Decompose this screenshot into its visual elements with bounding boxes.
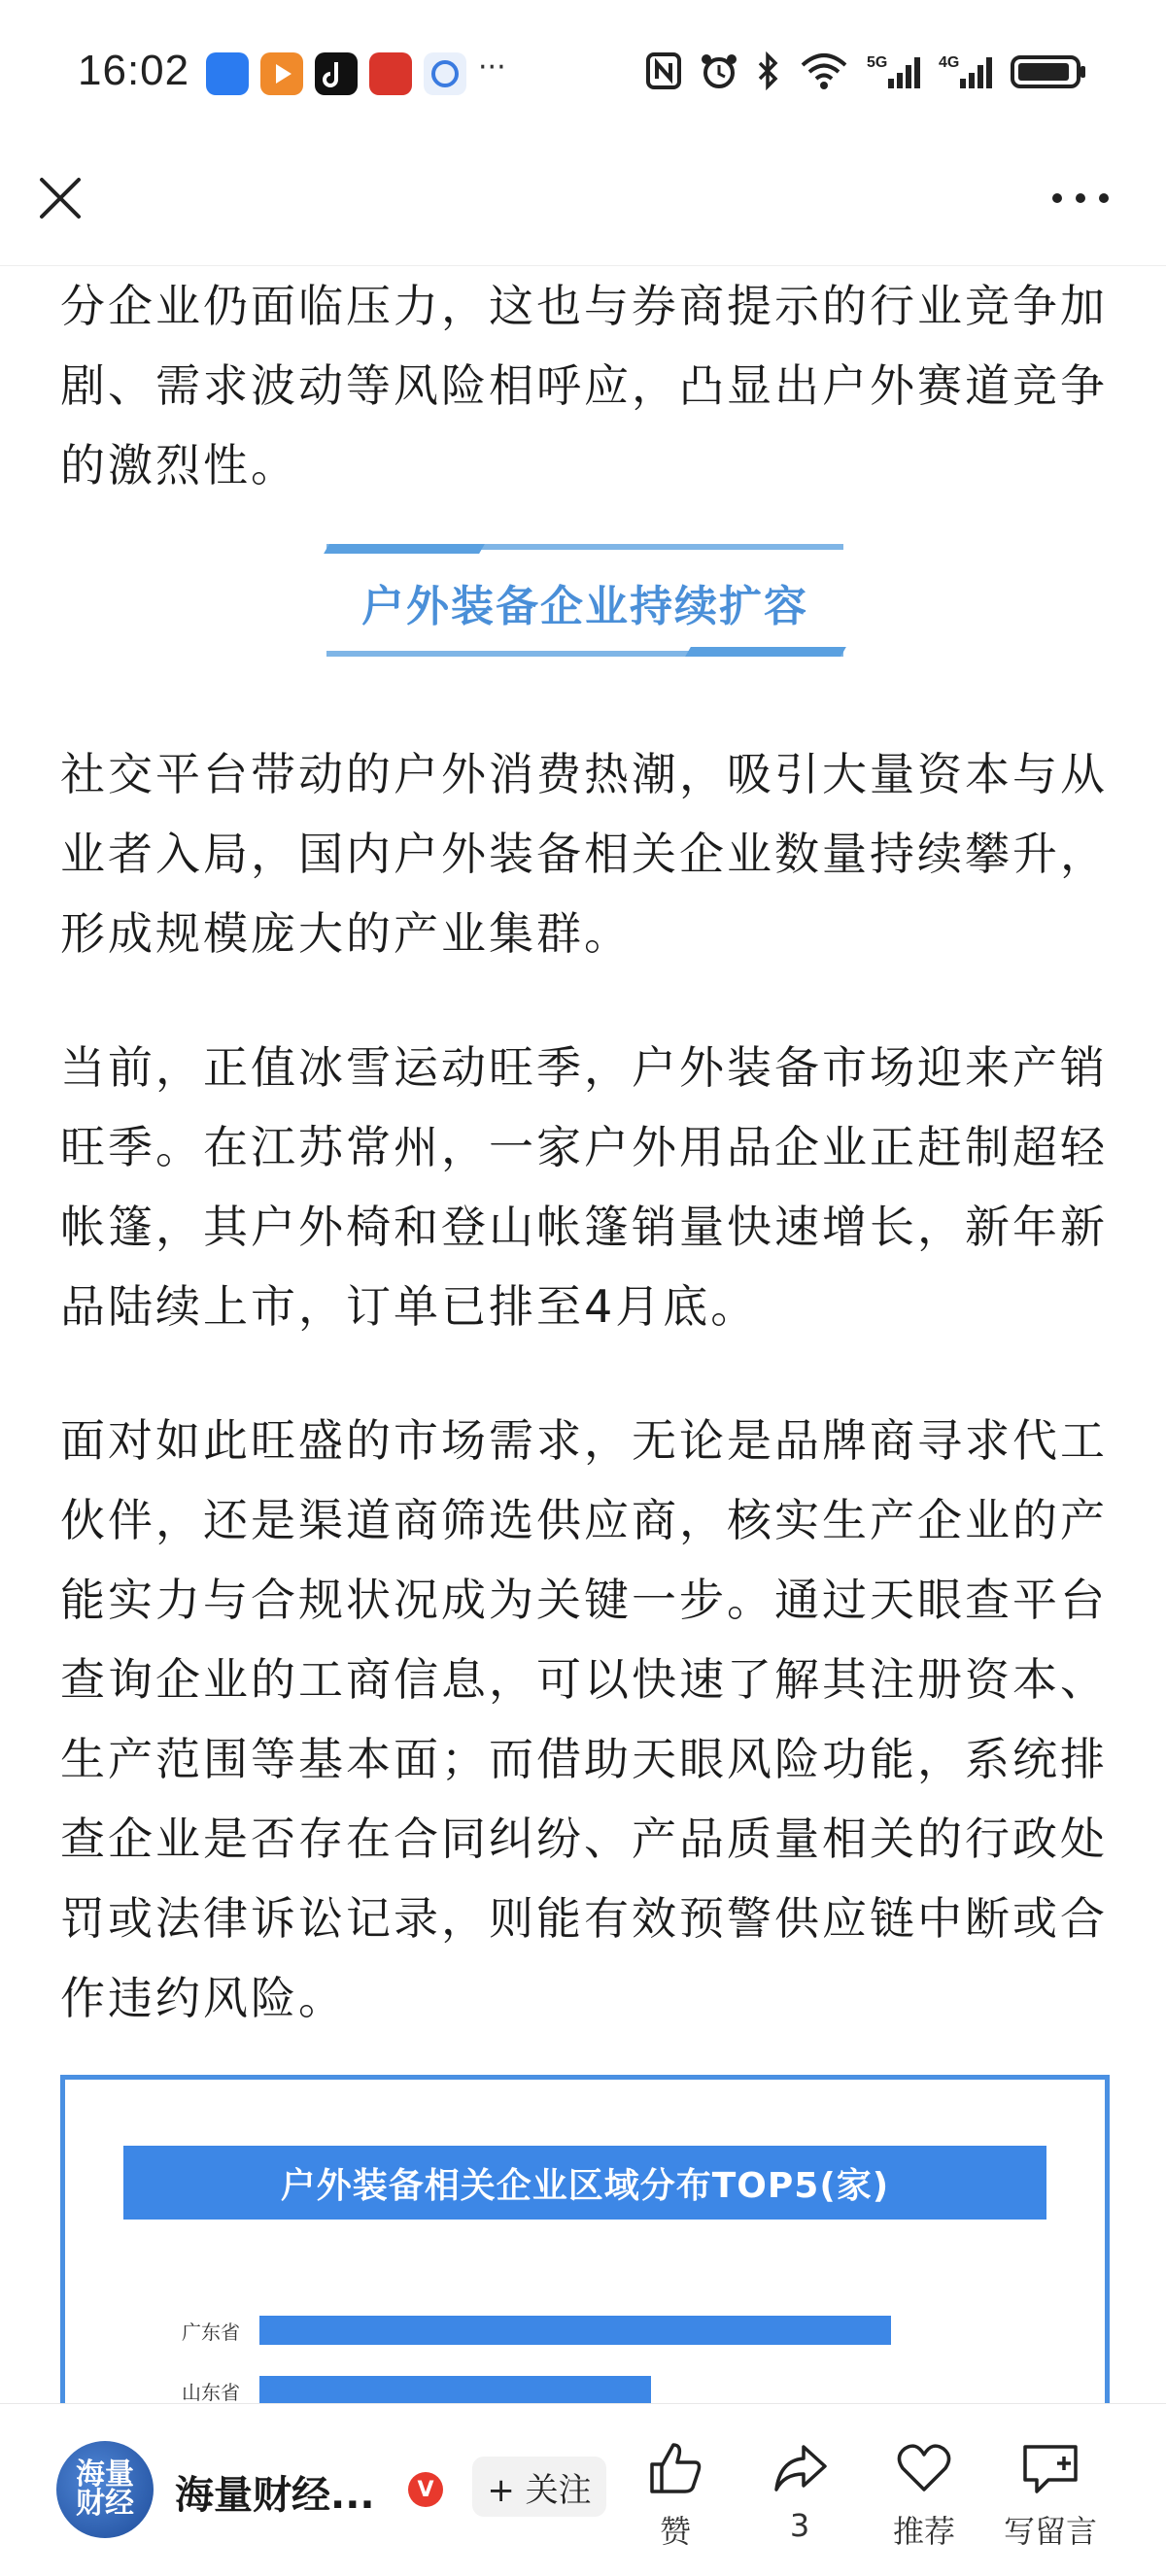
chart-image[interactable]: [60, 2075, 1110, 2405]
author-name[interactable]: 海量财经...: [175, 2473, 375, 2518]
like-button[interactable]: [622, 2439, 729, 2552]
4g-signal-icon: [939, 49, 993, 93]
article-paragraph: 分企业仍面临压力，这也与券商提示的行业竞争加剧、需求波动等风险相呼应，凸显出户外赛道竞争的激烈性。: [60, 280, 1108, 491]
video-app-icon: [260, 52, 303, 95]
top-nav-bar: [0, 146, 1166, 266]
heading-bottom-accent: [685, 647, 846, 657]
chart-category-label: 山东省: [182, 2380, 240, 2404]
section-heading-text: 户外装备企业持续扩容: [361, 582, 808, 631]
write-comment-icon: [1019, 2439, 1081, 2497]
section-heading: [60, 544, 1110, 680]
chart-bar-row: [65, 2311, 891, 2350]
status-bar: [0, 0, 1166, 146]
article-body: [60, 266, 1110, 2038]
follow-button[interactable]: + 关注: [472, 2457, 606, 2517]
chart-bar: [259, 2376, 651, 2405]
comment-button[interactable]: [997, 2439, 1104, 2552]
chart-title: 户外装备相关企业区域分布TOP5(家): [123, 2146, 1046, 2220]
article-paragraph: 社交平台带动的户外消费热潮，吸引大量资本与从业者入局，国内户外装备相关企业数量持续攀升，形成规模庞大的产业集群。: [60, 748, 1108, 960]
red-envelope-app-icon: [369, 52, 412, 95]
chart-bar-row: [65, 2371, 651, 2405]
article-paragraph: 面对如此旺盛的市场需求，无论是品牌商寻求代工伙伴，还是渠道商筛选供应商，核实生产企业的产能实力与合规状况成为关键一步。通过天眼查平台查询企业的工商信息，可以快速了解其注册资本、生产范围等基本面；而借助天眼风险功能，系统排查企业是否存在合同纠纷、产品质量相关的行政处罚或法律诉讼记录，则能有效预警供应链中断或合作违约风险。: [60, 1414, 1108, 2024]
chart-category-label: 广东省: [182, 2320, 240, 2344]
system-icons: [645, 49, 1088, 93]
recommend-button[interactable]: [871, 2439, 977, 2552]
nfc-icon: [645, 49, 682, 93]
avatar-text-bottom: 财经: [76, 2487, 134, 2521]
status-time: 16:02: [78, 47, 190, 94]
browser-app-icon: [424, 52, 466, 95]
recommend-label: 推荐: [892, 2513, 955, 2550]
more-notifications-icon: ···: [478, 51, 506, 85]
bluetooth-icon: [756, 49, 781, 93]
author-avatar[interactable]: [56, 2441, 154, 2538]
share-count: 3: [789, 2507, 810, 2544]
svg-text:4G: 4G: [939, 54, 960, 71]
alarm-icon: [700, 49, 738, 93]
svg-text:5G: 5G: [867, 54, 888, 71]
more-menu-icon[interactable]: [1046, 179, 1115, 218]
share-button[interactable]: [746, 2439, 853, 2544]
bottom-action-bar: [0, 2403, 1166, 2576]
tiktok-app-icon: [315, 52, 358, 95]
verified-badge-icon: V: [408, 2472, 443, 2507]
car-app-icon: [206, 52, 249, 95]
avatar-text-top: 海量: [76, 2457, 134, 2491]
thumbs-up-icon: [646, 2439, 704, 2497]
wifi-icon: [799, 49, 849, 93]
heading-top-accent: [324, 544, 485, 554]
heart-icon: [895, 2439, 953, 2497]
comment-label: 写留言: [1003, 2513, 1097, 2550]
5g-signal-icon: [867, 49, 921, 93]
article-paragraph: 当前，正值冰雪运动旺季，户外装备市场迎来产销旺季。在江苏常州，一家户外用品企业正赶制超轻帐篷，其户外椅和登山帐篷销量快速增长，新年新品陆续上市，订单已排至4月底。: [60, 1041, 1108, 1333]
share-icon: [771, 2439, 829, 2497]
battery-icon: [1011, 49, 1088, 93]
close-icon[interactable]: [33, 171, 87, 225]
chart-bar: [259, 2316, 891, 2345]
notification-app-icons: [206, 52, 466, 95]
like-label: 赞: [659, 2513, 691, 2550]
